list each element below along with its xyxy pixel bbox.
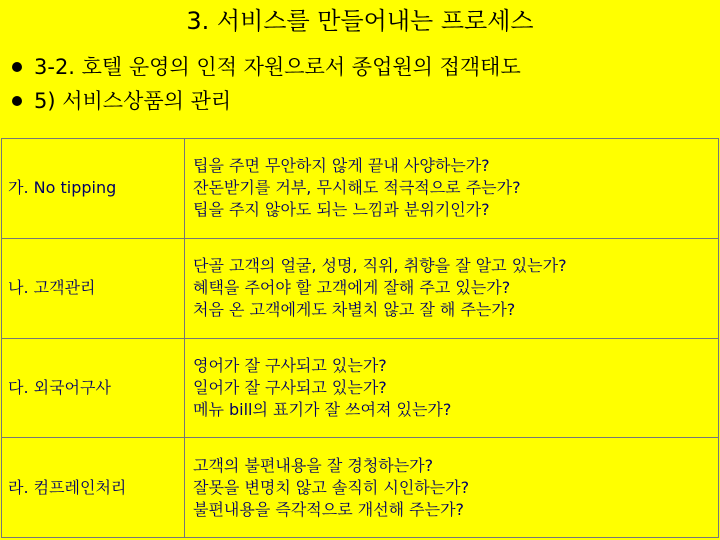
description-line: 불편내용을 즉각적으로 개선해 주는가? xyxy=(193,499,465,519)
bullet-item xyxy=(12,84,712,118)
row-label: 나. 고객관리 xyxy=(2,238,185,338)
description-line: 잘못을 변명치 않고 솔직히 시인하는가? xyxy=(193,477,470,497)
bullet-dot-icon xyxy=(12,96,22,106)
description-line: 잔돈받기를 거부, 무시해도 적극적으로 주는가? xyxy=(193,178,521,198)
row-description xyxy=(185,139,719,239)
description-line: 메뉴 bill의 표기가 잘 쓰여져 있는가? xyxy=(193,399,452,419)
row-label: 다. 외국어구사 xyxy=(2,338,185,438)
row-description xyxy=(185,338,719,438)
table-row xyxy=(2,238,719,338)
service-table xyxy=(1,138,719,538)
table-row xyxy=(2,139,719,239)
table-row xyxy=(2,438,719,538)
bullet-text: 3-2. 호텔 운영의 인적 자원으로서 종업원의 접객태도 xyxy=(34,55,521,79)
bullet-list xyxy=(12,50,712,118)
description-line: 고객의 불편내용을 잘 경청하는가? xyxy=(193,455,434,475)
description-line: 일어가 잘 구사되고 있는가? xyxy=(193,377,387,397)
row-description xyxy=(185,438,719,538)
description-line: 혜택을 주어야 할 고객에게 잘해 주고 있는가? xyxy=(193,278,511,298)
bullet-item xyxy=(12,50,712,84)
table-row xyxy=(2,338,719,438)
row-label: 라. 컴프레인처리 xyxy=(2,438,185,538)
description-line: 팁을 주지 않아도 되는 느낌과 분위기인가? xyxy=(193,200,490,220)
page-title: 3. 서비스를 만들어내는 프로세스 xyxy=(186,7,534,35)
description-line: 단골 고객의 얼굴, 성명, 직위, 취향을 잘 알고 있는가? xyxy=(193,256,567,276)
bullet-text: 5) 서비스상품의 관리 xyxy=(34,89,232,113)
bullet-dot-icon xyxy=(12,62,22,72)
description-line: 팁을 주면 무안하지 않게 끝내 사양하는가? xyxy=(193,156,490,176)
description-line: 처음 온 고객에게도 차별치 않고 잘 해 주는가? xyxy=(193,300,516,320)
row-description xyxy=(185,238,719,338)
description-line: 영어가 잘 구사되고 있는가? xyxy=(193,355,387,375)
row-label: 가. No tipping xyxy=(2,139,185,239)
